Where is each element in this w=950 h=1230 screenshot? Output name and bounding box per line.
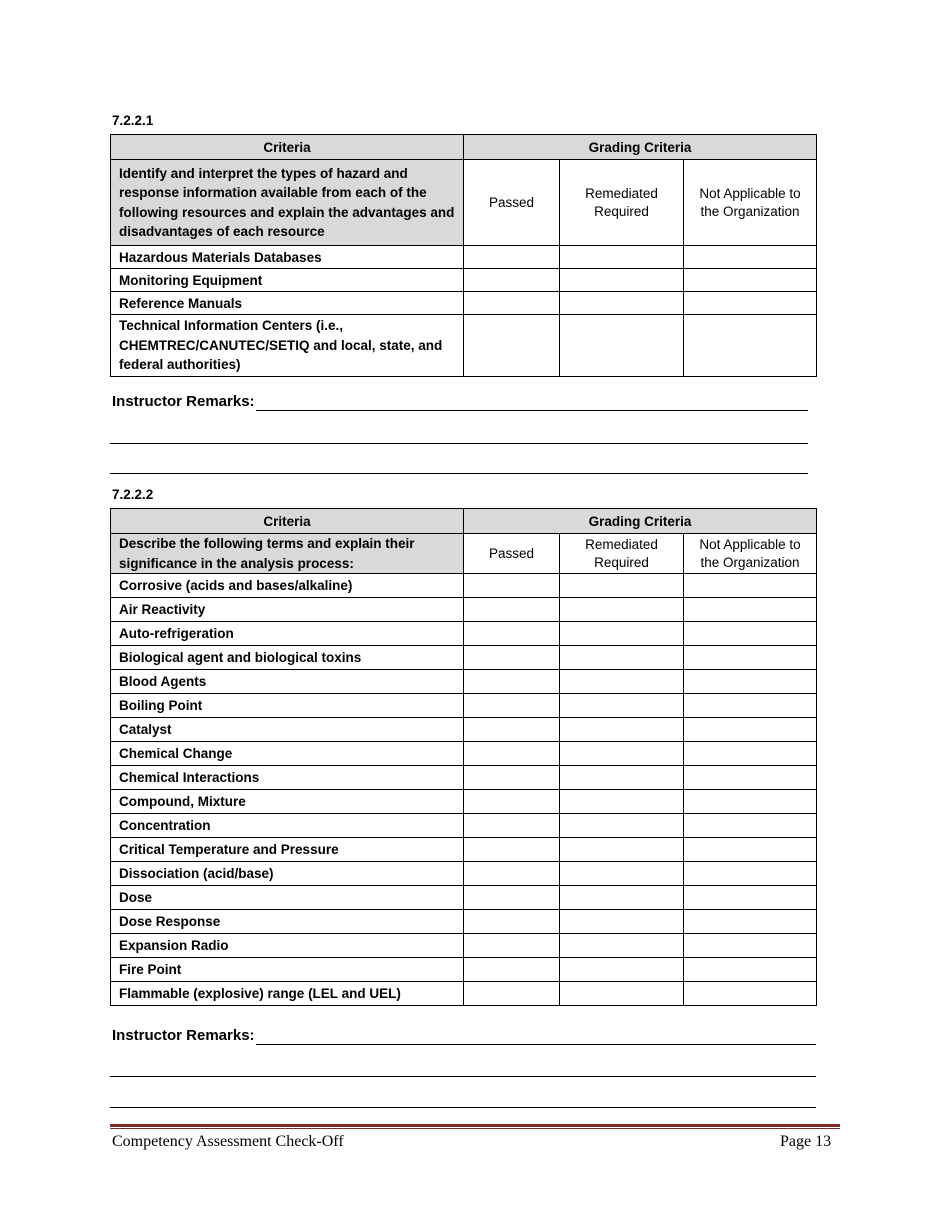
remarks-line[interactable]	[110, 473, 808, 474]
not-applicable-cell[interactable]	[684, 694, 817, 718]
remediated-cell[interactable]	[560, 694, 684, 718]
remediated-cell[interactable]	[560, 292, 684, 315]
table-row	[111, 814, 817, 838]
not-applicable-cell[interactable]	[684, 838, 817, 862]
not-applicable-cell[interactable]	[684, 622, 817, 646]
footer-rule-thin	[110, 1128, 840, 1129]
table-row	[111, 646, 817, 670]
remarks-line[interactable]	[110, 443, 808, 444]
grading-criteria-header: Grading Criteria	[464, 509, 817, 534]
remarks-line[interactable]	[110, 1107, 816, 1108]
remarks-line[interactable]	[256, 410, 808, 411]
passed-cell[interactable]	[464, 670, 560, 694]
remediated-cell[interactable]	[560, 742, 684, 766]
criteria-row-label: Compound, Mixture	[111, 790, 464, 814]
not-applicable-cell[interactable]	[684, 934, 817, 958]
instructor-remarks-label: Instructor Remarks:	[112, 393, 255, 410]
footer-rule	[110, 1124, 840, 1127]
criteria-row-label: Expansion Radio	[111, 934, 464, 958]
not-applicable-cell[interactable]	[684, 766, 817, 790]
remediated-cell[interactable]	[560, 670, 684, 694]
criteria-row-label: Dose	[111, 886, 464, 910]
passed-cell[interactable]	[464, 622, 560, 646]
criteria-header: Criteria	[111, 509, 464, 534]
table-row	[111, 622, 817, 646]
not-applicable-cell[interactable]	[684, 958, 817, 982]
not-applicable-cell[interactable]	[684, 646, 817, 670]
criteria-row-label: Critical Temperature and Pressure	[111, 838, 464, 862]
not-applicable-cell[interactable]	[684, 910, 817, 934]
table-row	[111, 766, 817, 790]
passed-cell[interactable]	[464, 886, 560, 910]
option-not-applicable: Not Applicable to the Organization	[684, 160, 817, 246]
option-not-applicable: Not Applicable to the Organization	[684, 534, 817, 574]
criteria-row-label: Hazardous Materials Databases	[111, 246, 464, 269]
table-row	[111, 886, 817, 910]
passed-cell[interactable]	[464, 790, 560, 814]
criteria-row-label: Auto-refrigeration	[111, 622, 464, 646]
table-row	[111, 862, 817, 886]
remediated-cell[interactable]	[560, 790, 684, 814]
criteria-row-label: Fire Point	[111, 958, 464, 982]
passed-cell[interactable]	[464, 315, 560, 377]
passed-cell[interactable]	[464, 292, 560, 315]
option-remediated-required: Remediated Required	[560, 160, 684, 246]
remediated-cell[interactable]	[560, 814, 684, 838]
passed-cell[interactable]	[464, 598, 560, 622]
criteria-row-label: Blood Agents	[111, 670, 464, 694]
remediated-cell[interactable]	[560, 574, 684, 598]
passed-cell[interactable]	[464, 814, 560, 838]
criteria-row-label: Monitoring Equipment	[111, 269, 464, 292]
table-row	[111, 934, 817, 958]
table-row	[111, 670, 817, 694]
criteria-row-label: Catalyst	[111, 718, 464, 742]
remediated-cell[interactable]	[560, 269, 684, 292]
section-number: 7.2.2.2	[112, 487, 154, 502]
table-row	[111, 574, 817, 598]
remediated-cell[interactable]	[560, 934, 684, 958]
grading-criteria-header: Grading Criteria	[464, 135, 817, 160]
remediated-cell[interactable]	[560, 862, 684, 886]
option-passed: Passed	[464, 534, 560, 574]
not-applicable-cell[interactable]	[684, 718, 817, 742]
not-applicable-cell[interactable]	[684, 742, 817, 766]
passed-cell[interactable]	[464, 838, 560, 862]
table-row	[111, 958, 817, 982]
option-remediated-required: Remediated Required	[560, 534, 684, 574]
criteria-row-label: Air Reactivity	[111, 598, 464, 622]
remarks-line[interactable]	[256, 1044, 816, 1045]
not-applicable-cell[interactable]	[684, 598, 817, 622]
passed-cell[interactable]	[464, 982, 560, 1006]
not-applicable-cell[interactable]	[684, 982, 817, 1006]
not-applicable-cell[interactable]	[684, 814, 817, 838]
passed-cell[interactable]	[464, 958, 560, 982]
passed-cell[interactable]	[464, 269, 560, 292]
passed-cell[interactable]	[464, 910, 560, 934]
table-row	[111, 742, 817, 766]
table-row	[111, 982, 817, 1006]
table-row	[111, 838, 817, 862]
footer-title: Competency Assessment Check-Off	[112, 1133, 344, 1150]
criteria-lead-text: Identify and interpret the types of hazard and response information available from each of the following resources and explain the advantages and disadvantages of each resource	[111, 160, 464, 246]
remediated-cell[interactable]	[560, 838, 684, 862]
criteria-row-label: Biological agent and biological toxins	[111, 646, 464, 670]
criteria-row-label: Flammable (explosive) range (LEL and UEL)	[111, 982, 464, 1006]
criteria-row-label: Dose Response	[111, 910, 464, 934]
instructor-remarks-label: Instructor Remarks:	[112, 1027, 255, 1044]
table-row	[111, 694, 817, 718]
not-applicable-cell[interactable]	[684, 315, 817, 377]
page-number: Page 13	[780, 1133, 832, 1150]
passed-cell[interactable]	[464, 694, 560, 718]
not-applicable-cell[interactable]	[684, 670, 817, 694]
remediated-cell[interactable]	[560, 958, 684, 982]
passed-cell[interactable]	[464, 574, 560, 598]
criteria-row-label: Dissociation (acid/base)	[111, 862, 464, 886]
section-number: 7.2.2.1	[112, 113, 154, 128]
not-applicable-cell[interactable]	[684, 269, 817, 292]
criteria-row-label: Boiling Point	[111, 694, 464, 718]
criteria-row-label: Chemical Change	[111, 742, 464, 766]
remediated-cell[interactable]	[560, 598, 684, 622]
remediated-cell[interactable]	[560, 246, 684, 269]
remediated-cell[interactable]	[560, 910, 684, 934]
passed-cell[interactable]	[464, 742, 560, 766]
table-row	[111, 790, 817, 814]
criteria-row-label: Reference Manuals	[111, 292, 464, 315]
remediated-cell[interactable]	[560, 766, 684, 790]
criteria-row-label: Corrosive (acids and bases/alkaline)	[111, 574, 464, 598]
not-applicable-cell[interactable]	[684, 292, 817, 315]
passed-cell[interactable]	[464, 862, 560, 886]
table-row	[111, 910, 817, 934]
criteria-table-1	[110, 134, 817, 377]
remediated-cell[interactable]	[560, 646, 684, 670]
remediated-cell[interactable]	[560, 315, 684, 377]
criteria-row-label: Technical Information Centers (i.e., CHEMTREC/CANUTEC/SETIQ and local, state, and federal authorities)	[111, 315, 464, 377]
criteria-row-label: Concentration	[111, 814, 464, 838]
criteria-lead-text: Describe the following terms and explain their significance in the analysis process:	[111, 534, 464, 574]
criteria-header: Criteria	[111, 135, 464, 160]
remediated-cell[interactable]	[560, 718, 684, 742]
not-applicable-cell[interactable]	[684, 790, 817, 814]
remediated-cell[interactable]	[560, 886, 684, 910]
not-applicable-cell[interactable]	[684, 246, 817, 269]
passed-cell[interactable]	[464, 718, 560, 742]
remediated-cell[interactable]	[560, 982, 684, 1006]
not-applicable-cell[interactable]	[684, 862, 817, 886]
not-applicable-cell[interactable]	[684, 886, 817, 910]
not-applicable-cell[interactable]	[684, 574, 817, 598]
table-row	[111, 718, 817, 742]
table-row	[111, 598, 817, 622]
passed-cell[interactable]	[464, 646, 560, 670]
criteria-row-label: Chemical Interactions	[111, 766, 464, 790]
passed-cell[interactable]	[464, 934, 560, 958]
remarks-line[interactable]	[110, 1076, 816, 1077]
passed-cell[interactable]	[464, 246, 560, 269]
criteria-table-2	[110, 508, 817, 1006]
option-passed: Passed	[464, 160, 560, 246]
remediated-cell[interactable]	[560, 622, 684, 646]
passed-cell[interactable]	[464, 766, 560, 790]
